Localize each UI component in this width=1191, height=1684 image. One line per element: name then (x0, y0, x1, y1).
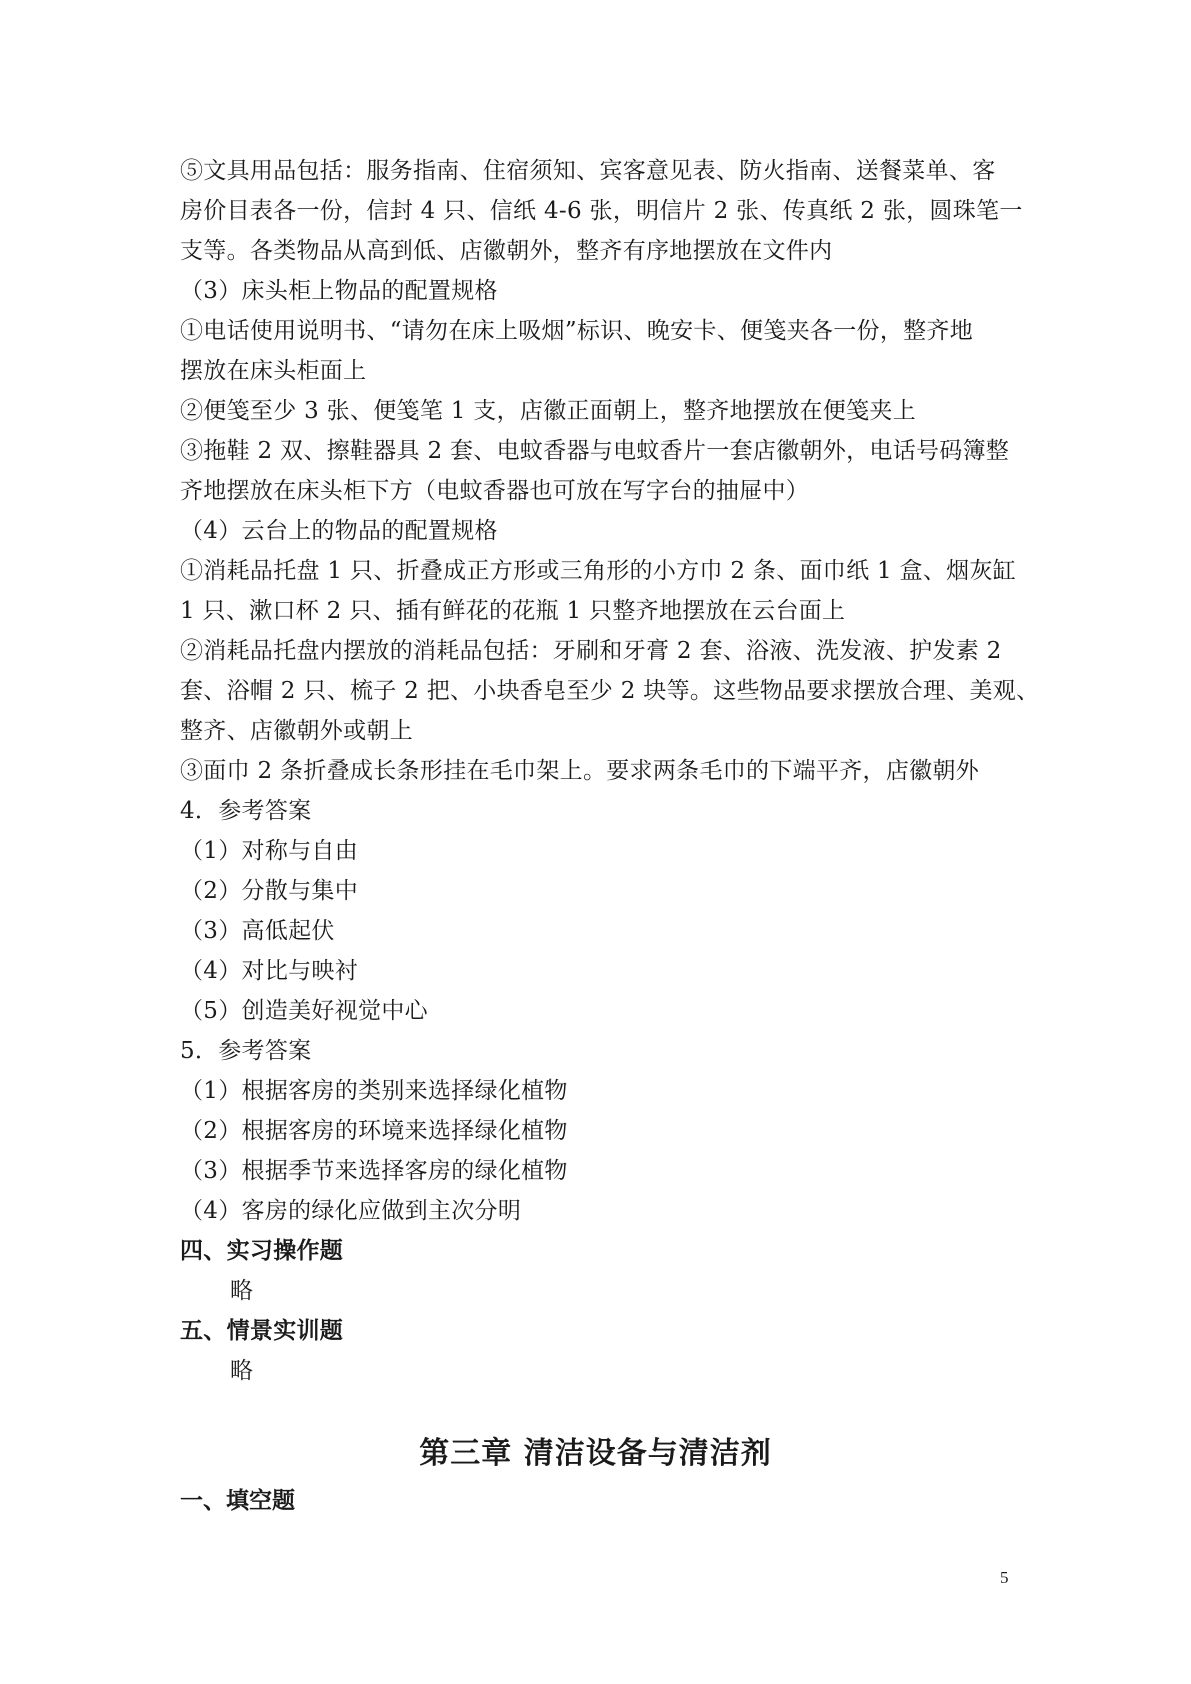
section-body-practice: 略 (230, 1278, 254, 1304)
section-heading-practice: 四、实习操作题 (180, 1238, 344, 1264)
paragraph-line: 套、浴帽 2 只、梳子 2 把、小块香皂至少 2 块等。这些物品要求摆放合理、美观、 (180, 678, 1040, 704)
paragraph-line: 房价目表各一份，信封 4 只、信纸 4-6 张，明信片 2 张、传真纸 2 张，圆珠笔一 (180, 198, 1023, 224)
answer-heading: 5．参考答案 (180, 1038, 312, 1064)
paragraph-line: ②消耗品托盘内摆放的消耗品包括：牙刷和牙膏 2 套、浴液、洗发液、护发素 2 (180, 638, 1002, 664)
page-number: 5 (1000, 1568, 1009, 1587)
answer-heading: 4．参考答案 (180, 798, 312, 824)
paragraph-line: ③面巾 2 条折叠成长条形挂在毛巾架上。要求两条毛巾的下端平齐，店徽朝外 (180, 758, 980, 784)
paragraph-line: ⑤文具用品包括：服务指南、住宿须知、宾客意见表、防火指南、送餐菜单、客 (180, 158, 996, 184)
body-text (180, 151, 1040, 1391)
paragraph-line: 支等。各类物品从高到低、店徽朝外，整齐有序地摆放在文件内 (180, 238, 833, 264)
paragraph-line: 整齐、店徽朝外或朝上 (180, 718, 413, 744)
answer-item: （4）客房的绿化应做到主次分明 (180, 1198, 522, 1224)
paragraph-line: 齐地摆放在床头柜下方（电蚊香器也可放在写字台的抽屉中） (180, 478, 810, 504)
answer-item: （4）对比与映衬 (180, 958, 359, 984)
answer-item: （1）对称与自由 (180, 838, 359, 864)
answer-item: （3）高低起伏 (180, 918, 335, 944)
paragraph-line: ③拖鞋 2 双、擦鞋器具 2 套、电蚊香器与电蚊香片一套店徽朝外，电话号码簿整 (180, 438, 1010, 464)
subsection-heading: （3）床头柜上物品的配置规格 (180, 278, 498, 304)
answer-item: （5）创造美好视觉中心 (180, 998, 428, 1024)
answer-item: （3）根据季节来选择客房的绿化植物 (180, 1158, 568, 1184)
paragraph-line: ①电话使用说明书、“请勿在床上吸烟”标识、晚安卡、便笺夹各一份，整齐地 (180, 318, 974, 344)
paragraph-line: ①消耗品托盘 1 只、折叠成正方形或三角形的小方巾 2 条、面巾纸 1 盒、烟灰缸 (180, 558, 1017, 584)
answer-item: （2）分散与集中 (180, 878, 359, 904)
section-body-scenario: 略 (230, 1358, 254, 1384)
answer-item: （2）根据客房的环境来选择绿化植物 (180, 1118, 568, 1144)
subsection-heading: （4）云台上的物品的配置规格 (180, 518, 498, 544)
paragraph-line: ②便笺至少 3 张、便笺笔 1 支，店徽正面朝上，整齐地摆放在便笺夹上 (180, 398, 917, 424)
paragraph-line: 摆放在床头柜面上 (180, 358, 367, 384)
chapter-title: 第三章 清洁设备与清洁剂 (419, 1436, 772, 1471)
paragraph-line: 1 只、漱口杯 2 只、插有鲜花的花瓶 1 只整齐地摆放在云台面上 (180, 598, 846, 624)
fill-blank-heading: 一、填空题 (180, 1488, 295, 1514)
answer-item: （1）根据客房的类别来选择绿化植物 (180, 1078, 568, 1104)
section-heading-scenario: 五、情景实训题 (180, 1318, 344, 1344)
